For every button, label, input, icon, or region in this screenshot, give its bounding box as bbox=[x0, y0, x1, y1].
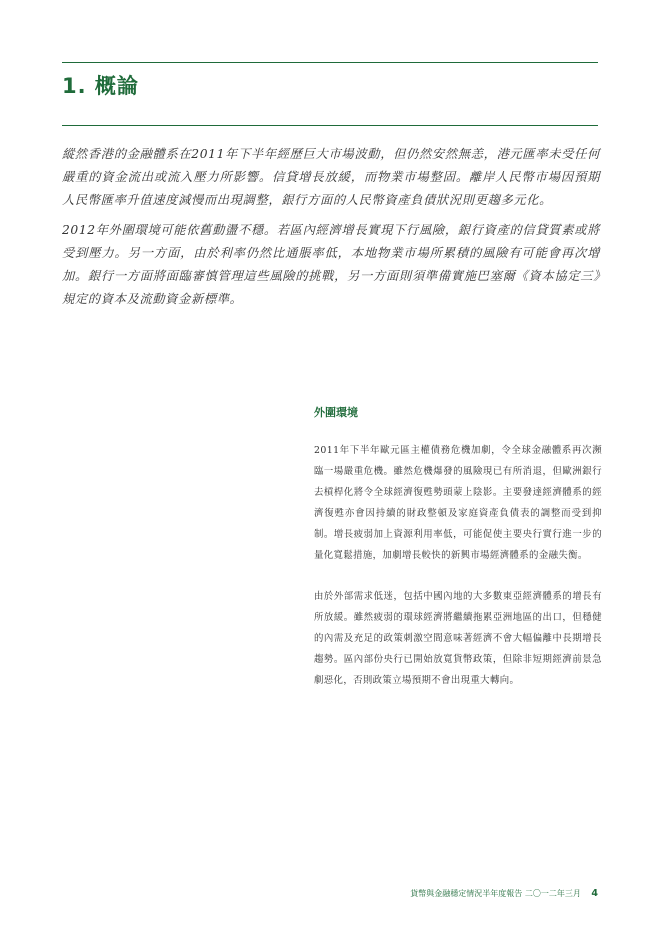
footer-date: 二〇一二年三月 bbox=[524, 889, 581, 898]
section-heading-external-environment: 外圍環境 bbox=[314, 406, 358, 419]
chapter-bottom-rule bbox=[62, 125, 598, 126]
intro-section bbox=[62, 143, 600, 318]
intro-paragraph-1: 縱然香港的金融體系在2011年下半年經歷巨大市場波動，但仍然安然無恙，港元匯率未受任何嚴重的資金流出或流入壓力所影響。信貸增長放緩，而物業市場整固。離岸人民幣市場因預期人民幣匯率升值速度減慢而出現調整，銀行方面的人民幣資產負債狀況則更趨多元化。 bbox=[62, 147, 600, 207]
page-footer bbox=[410, 888, 598, 899]
chapter-title: 1. 概論 bbox=[62, 74, 139, 98]
page-number: 4 bbox=[591, 888, 598, 899]
external-environment-paragraph-1: 2011年下半年歐元區主權債務危機加劇，令全球金融體系再次瀕臨一場嚴重危機。雖然危機爆發的風險現已有所消退，但歐洲銀行去槓桿化將令全球經濟復甦勢頭蒙上陰影。主要發達經濟體系的經濟復甦亦會因持續的財政整頓及家庭資產負債表的調整而受到抑制。增長疲弱加上資源利用率低，可能促使主要央行實行進一步的量化寬鬆措施，加劇增長較快的新興市場經濟體系的金融失衡。 bbox=[314, 445, 602, 561]
external-environment-section bbox=[314, 404, 602, 711]
intro-paragraph-2: 2012年外圍環境可能依舊動盪不穩。若區內經濟增長實現下行風險，銀行資產的信貸質素或將受到壓力。另一方面，由於利率仍然比通脹率低，本地物業市場所累積的風險有可能會再次增加。銀行一方面將面臨審慎管理這些風險的挑戰，另一方面則須準備實施巴塞爾《資本協定三》規定的資本及流動資金新標準。 bbox=[62, 223, 600, 306]
footer-report-name: 貨幣與金融穩定情況半年度報告 bbox=[410, 889, 523, 898]
chapter-top-rule bbox=[62, 62, 598, 63]
external-environment-paragraph-2: 由於外部需求低迷，包括中國內地的大多數東亞經濟體系的增長有所放緩。雖然疲弱的環球經濟將繼續拖累亞洲地區的出口，但穩健的內需及充足的政策刺激空間意味著經濟不會大幅偏離中長期增長趨勢。區內部份央行已開始放寬貨幣政策，但除非短期經濟前景急劇惡化，否則政策立場預期不會出現重大轉向。 bbox=[314, 591, 602, 686]
